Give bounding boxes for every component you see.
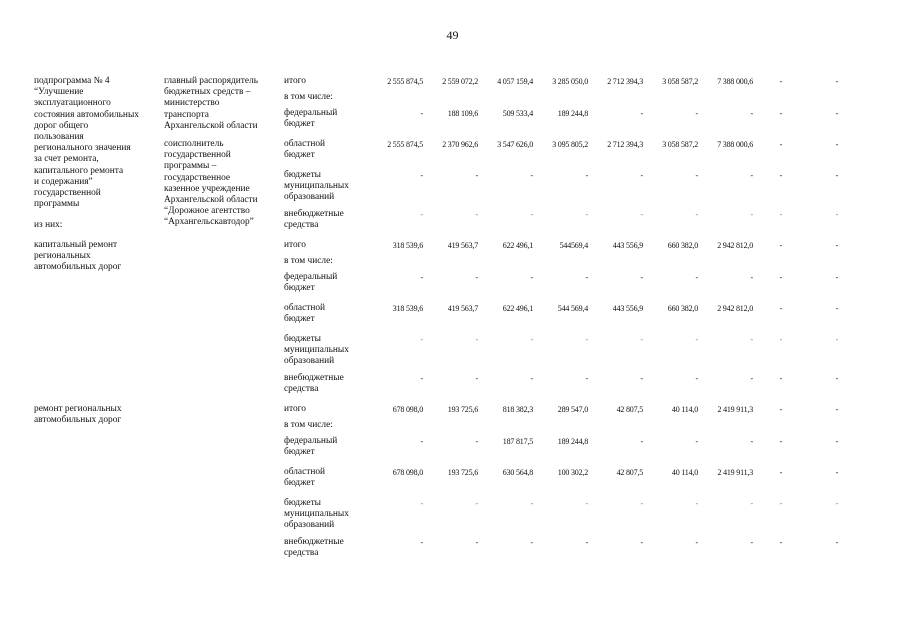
dash-cell: [753, 420, 809, 436]
dash-cell: -: [779, 374, 783, 383]
amount-cell: 3 285 050,0: [552, 77, 588, 86]
funding-source-label: в том числе:: [284, 92, 333, 102]
amount-cell: [423, 92, 478, 108]
amount-cell: [533, 92, 588, 108]
amount-cell: [643, 420, 698, 436]
dash-cell: -: [835, 109, 839, 118]
dash-cell: -: [835, 171, 839, 180]
program-footer: из них:: [34, 220, 63, 231]
amount-cell: -: [750, 538, 753, 547]
amount-cell: 7 388 000,6: [717, 77, 753, 86]
amount-cell: [478, 420, 533, 436]
amount-cell: [643, 92, 698, 108]
dash-cell: -: [835, 273, 839, 282]
amount-cell: [533, 256, 588, 272]
amount-cell: 2 555 874,5: [387, 140, 423, 149]
amount-cell: -: [750, 171, 753, 180]
amount-cell: -: [640, 374, 643, 383]
amount-cell: 2 942 812,0: [717, 241, 753, 250]
amount-cell: -: [530, 171, 533, 180]
amount-cell: -: [420, 335, 423, 344]
amount-cell: 630 564,8: [502, 468, 533, 477]
amount-cell: -: [750, 335, 753, 344]
amount-cell: 818 382,3: [502, 405, 533, 414]
amount-cell: 3 058 587,2: [662, 77, 698, 86]
amount-cell: 622 496,1: [502, 304, 533, 313]
dash-cell: -: [779, 77, 783, 86]
amount-cell: -: [420, 273, 423, 282]
funding-source-label: в том числе:: [284, 420, 333, 430]
page-number: 49: [446, 28, 459, 42]
amount-cell: -: [695, 335, 698, 344]
dash-cell: -: [835, 335, 839, 344]
program-name: капитальный ремонт региональных автомобильных дорог: [34, 240, 122, 273]
amount-cell: [478, 92, 533, 108]
funding-source-label: федеральный бюджет: [284, 108, 338, 130]
funding-source-label: итого: [284, 76, 306, 86]
dash-cell: -: [779, 437, 783, 446]
amount-cell: -: [750, 109, 753, 118]
amount-cell: 193 725,6: [447, 468, 478, 477]
funding-source-label: областной бюджет: [284, 139, 326, 161]
dash-cell: -: [835, 241, 839, 250]
amount-cell: 40 114,0: [671, 468, 698, 477]
amount-cell: 544569,4: [559, 241, 588, 250]
funding-source-label: в том числе:: [284, 256, 333, 266]
amount-cell: -: [530, 210, 533, 219]
amount-cell: 509 533,4: [502, 109, 533, 118]
amount-cell: -: [530, 499, 533, 508]
funding-source-label: областной бюджет: [284, 467, 326, 489]
amount-cell: [588, 256, 643, 272]
amount-cell: 2 559 072,2: [442, 77, 478, 86]
program-name-cell: [34, 404, 164, 568]
amount-cell: -: [750, 210, 753, 219]
amount-cell: 2 419 911,3: [717, 405, 753, 414]
dash-cell: -: [835, 405, 839, 414]
amount-cell: -: [695, 171, 698, 180]
amount-cell: 189 244,8: [557, 437, 588, 446]
amount-cell: -: [695, 109, 698, 118]
amount-cell: -: [640, 538, 643, 547]
amount-cell: -: [475, 210, 478, 219]
amount-cell: -: [640, 210, 643, 219]
amount-cell: -: [585, 171, 588, 180]
amount-cell: 544 569,4: [557, 304, 588, 313]
funding-source-label: федеральный бюджет: [284, 436, 338, 458]
responsible-cell: [164, 404, 284, 568]
amount-cell: -: [475, 538, 478, 547]
amount-cell: -: [640, 273, 643, 282]
dash-cell: -: [779, 171, 783, 180]
amount-cell: 443 556,9: [612, 304, 643, 313]
amount-cell: -: [695, 210, 698, 219]
amount-cell: 678 098,0: [392, 405, 423, 414]
dash-cell: -: [835, 468, 839, 477]
amount-cell: 419 563,7: [447, 241, 478, 250]
table-row: [34, 240, 865, 256]
funding-source-label: итого: [284, 404, 306, 414]
funding-source-label: областной бюджет: [284, 303, 326, 325]
amount-cell: -: [695, 538, 698, 547]
amount-cell: -: [420, 171, 423, 180]
amount-cell: [533, 420, 588, 436]
dash-cell: [753, 92, 809, 108]
amount-cell: 660 382,0: [667, 241, 698, 250]
amount-cell: -: [530, 538, 533, 547]
dash-cell: [809, 92, 865, 108]
amount-cell: 3 058 587,2: [662, 140, 698, 149]
amount-cell: -: [585, 538, 588, 547]
amount-cell: [368, 92, 423, 108]
funding-source-label: федеральный бюджет: [284, 272, 338, 294]
amount-cell: -: [475, 171, 478, 180]
table-row: [34, 404, 865, 420]
program-name-cell: [34, 240, 164, 404]
amount-cell: 4 057 159,4: [497, 77, 533, 86]
amount-cell: [423, 256, 478, 272]
amount-cell: [478, 256, 533, 272]
dash-cell: -: [779, 499, 783, 508]
amount-cell: 2 712 394,3: [607, 140, 643, 149]
funding-source-label: бюджеты муниципальных образований: [284, 498, 349, 531]
amount-cell: -: [750, 374, 753, 383]
amount-cell: -: [640, 335, 643, 344]
amount-cell: 42 807,5: [616, 405, 643, 414]
amount-cell: -: [475, 437, 478, 446]
amount-cell: [368, 420, 423, 436]
amount-cell: 193 725,6: [447, 405, 478, 414]
dash-cell: -: [835, 77, 839, 86]
amount-cell: -: [475, 499, 478, 508]
amount-cell: 7 388 000,6: [717, 140, 753, 149]
dash-cell: -: [779, 241, 783, 250]
dash-cell: [753, 256, 809, 272]
dash-cell: -: [779, 109, 783, 118]
budget-table: [34, 76, 865, 568]
dash-cell: -: [835, 499, 839, 508]
program-name: подпрограмма № 4 “Улучшение эксплуатационного состояния автомобильных дорог общего пользования регионального значения за счет ремонта, капитального ремонта и содержания” государственной программы: [34, 76, 139, 210]
amount-cell: -: [420, 499, 423, 508]
program-name-cell: [34, 76, 164, 240]
amount-cell: 660 382,0: [667, 304, 698, 313]
amount-cell: [368, 256, 423, 272]
amount-cell: [698, 256, 753, 272]
dash-cell: -: [779, 405, 783, 414]
amount-cell: 189 244,8: [557, 109, 588, 118]
amount-cell: [698, 420, 753, 436]
amount-cell: 2 555 874,5: [387, 77, 423, 86]
amount-cell: 289 547,0: [557, 405, 588, 414]
amount-cell: -: [695, 374, 698, 383]
amount-cell: 40 114,0: [671, 405, 698, 414]
amount-cell: -: [475, 374, 478, 383]
dash-cell: -: [779, 210, 783, 219]
amount-cell: 2 712 394,3: [607, 77, 643, 86]
amount-cell: 318 539,6: [392, 304, 423, 313]
amount-cell: -: [585, 499, 588, 508]
amount-cell: [588, 92, 643, 108]
dash-cell: -: [779, 468, 783, 477]
dash-cell: -: [779, 538, 783, 547]
amount-cell: -: [695, 437, 698, 446]
funding-source-label: итого: [284, 240, 306, 250]
amount-cell: -: [475, 335, 478, 344]
amount-cell: -: [750, 437, 753, 446]
amount-cell: -: [420, 538, 423, 547]
amount-cell: -: [640, 109, 643, 118]
amount-cell: [643, 256, 698, 272]
responsible-cell: главный распорядитель бюджетных средств – министерство транспорта Архангельской области: [164, 76, 259, 131]
funding-source-label: внебюджетные средства: [284, 209, 344, 231]
amount-cell: -: [530, 273, 533, 282]
amount-cell: [698, 92, 753, 108]
funding-source-label: бюджеты муниципальных образований: [284, 334, 349, 367]
dash-cell: -: [779, 304, 783, 313]
amount-cell: -: [420, 210, 423, 219]
dash-cell: -: [835, 538, 839, 547]
funding-source-label: бюджеты муниципальных образований: [284, 170, 349, 203]
amount-cell: 3 095 805,2: [552, 140, 588, 149]
dash-cell: -: [779, 140, 783, 149]
dash-cell: [809, 420, 865, 436]
dash-cell: -: [835, 374, 839, 383]
amount-cell: -: [750, 499, 753, 508]
table-row: [34, 76, 865, 92]
amount-cell: -: [585, 210, 588, 219]
amount-cell: 2 419 911,3: [717, 468, 753, 477]
amount-cell: -: [585, 335, 588, 344]
amount-cell: 2 942 812,0: [717, 304, 753, 313]
amount-cell: -: [585, 273, 588, 282]
dash-cell: -: [835, 437, 839, 446]
amount-cell: -: [640, 499, 643, 508]
amount-cell: 678 098,0: [392, 468, 423, 477]
amount-cell: 188 109,6: [447, 109, 478, 118]
funding-source-label: внебюджетные средства: [284, 537, 344, 559]
responsible-cell: соисполнитель государственной программы – государственное казенное учреждение Архангельской области “Дорожное агентство “Архангельскавтодор”: [164, 139, 258, 228]
funding-source-label: внебюджетные средства: [284, 373, 344, 395]
amount-cell: -: [420, 109, 423, 118]
amount-cell: 42 807,5: [616, 468, 643, 477]
amount-cell: -: [695, 499, 698, 508]
dash-cell: -: [835, 140, 839, 149]
amount-cell: -: [420, 374, 423, 383]
amount-cell: -: [695, 273, 698, 282]
amount-cell: -: [585, 374, 588, 383]
amount-cell: -: [420, 437, 423, 446]
amount-cell: -: [530, 374, 533, 383]
responsible-cell: [164, 240, 284, 404]
dash-cell: -: [835, 210, 839, 219]
dash-cell: [809, 256, 865, 272]
amount-cell: 622 496,1: [502, 241, 533, 250]
dash-cell: -: [835, 304, 839, 313]
amount-cell: 2 370 962,6: [442, 140, 478, 149]
amount-cell: -: [475, 273, 478, 282]
amount-cell: 318 539,6: [392, 241, 423, 250]
amount-cell: [423, 420, 478, 436]
amount-cell: 187 817,5: [502, 437, 533, 446]
amount-cell: 443 556,9: [612, 241, 643, 250]
program-name: ремонт региональных автомобильных дорог: [34, 404, 122, 426]
dash-cell: -: [779, 273, 783, 282]
amount-cell: -: [530, 335, 533, 344]
amount-cell: -: [750, 273, 753, 282]
amount-cell: 100 302,2: [557, 468, 588, 477]
amount-cell: 419 563,7: [447, 304, 478, 313]
amount-cell: [588, 420, 643, 436]
amount-cell: -: [640, 171, 643, 180]
amount-cell: 3 547 626,0: [497, 140, 533, 149]
dash-cell: -: [779, 335, 783, 344]
amount-cell: -: [640, 437, 643, 446]
